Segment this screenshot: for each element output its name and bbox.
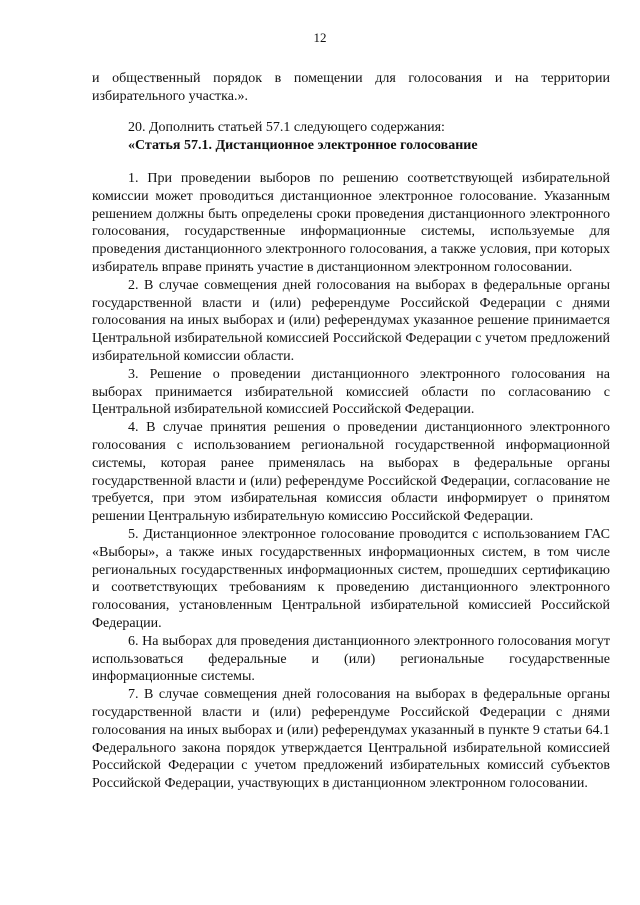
page-number: 12: [313, 30, 327, 45]
paragraph-6: 6. На выборах для проведения дистанционного электронного голосования могут использоваться федеральные и (или) региональные государственные информационные системы.: [92, 633, 610, 685]
intro-text: и общественный порядок в помещении для голосования и на территории избирательного участка.».: [92, 71, 610, 104]
article-title: «Статья 57.1. Дистанционное электронное голосование: [128, 137, 478, 153]
paragraph-4: 4. В случае принятия решения о проведении дистанционного электронного голосования с использованием региональной государственной информационной системы, которая ранее применялась на выборах в федеральные органы государственной власти и (или) референдуме Российской Федерации, согласование не требуется, при этом избирательная комиссия области информирует о принятом решении Центральную избирательную комиссию Российской Федерации.: [92, 420, 610, 525]
article-body: [92, 170, 610, 793]
paragraph-5: 5. Дистанционное электронное голосование проводится с использованием ГАС «Выборы», а также иных государственных информационных систем, в том числе региональных государственных информационных систем, прошедших сертификацию и соответствующих требованиям к проведению дистанционного электронного голосования, установленным Центральной избирательной комиссией Российской Федерации.: [92, 526, 610, 631]
paragraph-2: 2. В случае совмещения дней голосования на выборах в федеральные органы государственной власти и (или) референдуме Российской Федерации с днями голосования на иных выборах и (или) референдумах указанное решение принимается Центральной избирательной комиссией Российской Федерации с учетом предложений избирательной комиссии области.: [92, 277, 610, 364]
paragraph-1: 1. При проведении выборов по решению соответствующей избирательной комиссии может проводиться дистанционное электронное голосование. Указанным решением должны быть определены сроки проведения дистанционного электронного голосования, государственные информационные системы, используемые для проведения дистанционного электронного голосования, а также условия, при которых избиратель вправе принять участие в дистанционном электронном голосовании.: [92, 171, 610, 275]
paragraph-7: 7. В случае совмещения дней голосования на выборах в федеральные органы государственной власти и (или) референдуме Российской Федерации с днями голосования на иных выборах и (или) референдумах указанный в пункте 9 статьи 64.1 Федерального закона порядок утверждается Центральной избирательной комиссией Российской Федерации с учетом предложений избирательных комиссий субъектов Российской Федерации, участвующих в дистанционном электронном голосовании.: [92, 687, 610, 792]
intro-block: [92, 70, 610, 106]
paragraph-3: 3. Решение о проведении дистанционного электронного голосования на выборах принимается избирательной комиссией области по согласованию с Центральной избирательной комиссией Российской Федерации.: [92, 366, 610, 418]
amendment-heading: [92, 119, 610, 155]
amendment-instruction: 20. Дополнить статьей 57.1 следующего содержания:: [128, 120, 445, 135]
